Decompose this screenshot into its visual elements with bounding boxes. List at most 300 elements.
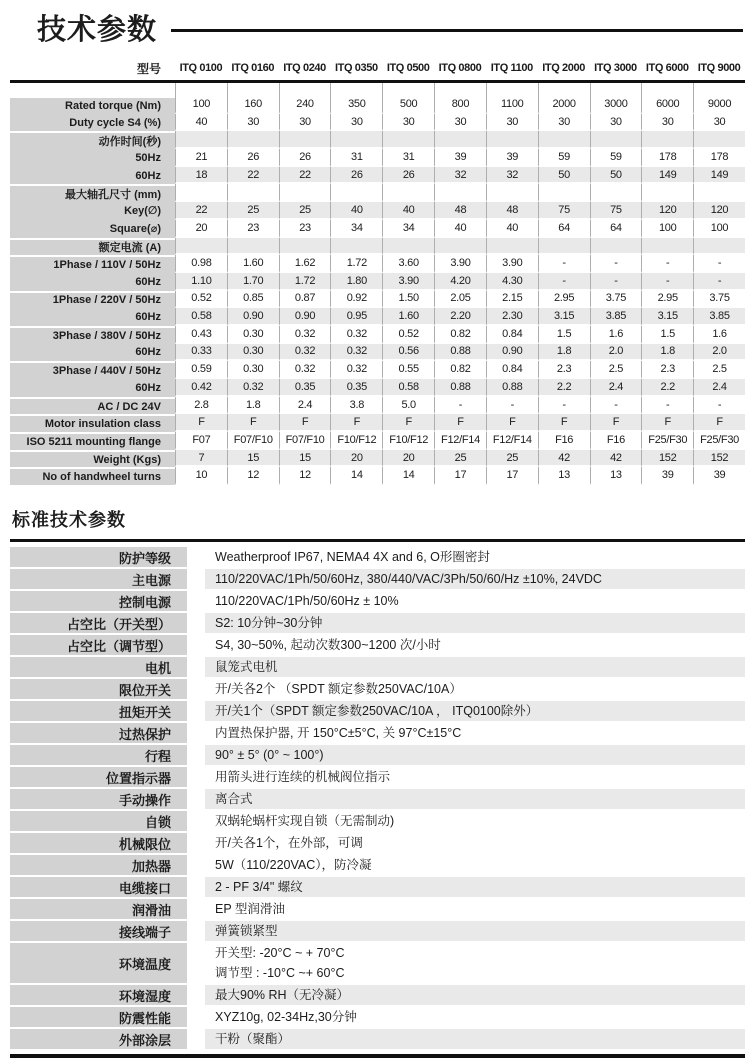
spec-row-label: 额定电流 (A)	[10, 238, 175, 256]
spec-cell: 1.8	[641, 344, 693, 362]
std-row-value	[205, 877, 745, 899]
spec-row	[10, 273, 745, 291]
spec-cell: 34	[330, 220, 382, 238]
spec-cell: 40	[486, 220, 538, 238]
spec-cell: -	[538, 273, 590, 291]
spec-cell	[590, 184, 642, 202]
spec-cell: F	[538, 414, 590, 432]
std-row-value-line: 110/220VAC/1Ph/50/60Hz ± 10%	[215, 594, 399, 609]
std-row-label: 电缆接口	[10, 877, 187, 899]
spec-row-label: 1Phase / 220V / 50Hz	[10, 291, 175, 309]
spec-cell: 2.8	[175, 397, 227, 415]
spec-row	[10, 238, 745, 256]
spec-cell: 0.84	[486, 361, 538, 379]
spec-cell: 7	[175, 450, 227, 468]
spec-cell: 15	[227, 450, 279, 468]
spec-cell: 3.90	[486, 255, 538, 273]
spec-cell: 1.62	[279, 255, 331, 273]
std-row-value	[205, 745, 745, 767]
std-row	[10, 789, 745, 811]
spec-cell: 2.4	[693, 379, 745, 397]
spec-cell: 40	[382, 202, 434, 220]
spec-row-label: 1Phase / 110V / 50Hz	[10, 255, 175, 273]
spec-cell: -	[590, 397, 642, 415]
std-row-value	[205, 701, 745, 723]
spec-row-label: 50Hz	[10, 149, 175, 167]
std-row	[10, 569, 745, 591]
spec-cell: F07/F10	[227, 432, 279, 450]
spec-cell	[227, 238, 279, 256]
spec-cell: 22	[175, 202, 227, 220]
std-row-label: 环境湿度	[10, 985, 187, 1007]
model-header-cell: ITQ 6000	[645, 62, 689, 74]
model-header-cell: ITQ 3000	[594, 62, 637, 74]
spec-cell: 59	[538, 149, 590, 167]
std-row-value-line: S2: 10分钟~30分钟	[215, 616, 323, 631]
spec-cell: 3.85	[693, 308, 745, 326]
spec-row-label: 60Hz	[10, 344, 175, 362]
std-row-label: 润滑油	[10, 899, 187, 921]
spec-cell: F16	[538, 432, 590, 450]
model-header-cell: ITQ 0800	[438, 62, 482, 74]
std-row-value-line: 开关型: -20°C ~ + 70°C	[215, 946, 345, 961]
spec-cell	[279, 238, 331, 256]
spec-spacer-cell	[641, 83, 693, 96]
spec-cell: 42	[590, 450, 642, 468]
spec-cell: 152	[693, 450, 745, 468]
spec-row	[10, 202, 745, 220]
spec-cell: 50	[590, 167, 642, 185]
std-row	[10, 657, 745, 679]
spec-cell: -	[693, 397, 745, 415]
spec-cell: 0.88	[434, 344, 486, 362]
spec-cell: 0.35	[279, 379, 331, 397]
spec-row-label: Rated torque (Nm)	[10, 96, 175, 114]
spec-cell: 30	[227, 114, 279, 132]
spec-cell: 0.30	[227, 326, 279, 344]
model-header-cell: ITQ 2000	[542, 62, 585, 74]
spec-cell: 12	[227, 467, 279, 485]
std-row-label: 防震性能	[10, 1007, 187, 1029]
spec-cell: F	[486, 414, 538, 432]
spec-cell: 100	[641, 220, 693, 238]
section2-header	[10, 506, 745, 542]
spec-cell: 3.75	[693, 291, 745, 309]
spec-row	[10, 131, 745, 149]
spec-cell: 1.8	[227, 397, 279, 415]
spec-cell: 1.8	[538, 344, 590, 362]
spec-cell: F	[330, 414, 382, 432]
spec-cell: 30	[434, 114, 486, 132]
spec-row-label: 动作时间(秒)	[10, 131, 175, 149]
spec-row	[10, 255, 745, 273]
spec-cell: 1.60	[227, 255, 279, 273]
spec-cell: 0.95	[330, 308, 382, 326]
std-row-label: 主电源	[10, 569, 187, 591]
spec-cell	[641, 184, 693, 202]
spec-cell: 2000	[538, 96, 590, 114]
std-row-value-line: 开/关各2个 （SPDT 额定参数250VAC/10A）	[215, 682, 462, 697]
spec-cell: 2.4	[590, 379, 642, 397]
std-row	[10, 723, 745, 745]
spec-cell: 30	[279, 114, 331, 132]
std-row-label: 自锁	[10, 811, 187, 833]
spec-cell	[538, 131, 590, 149]
section2-rule	[10, 539, 745, 542]
spec-cell: 6000	[641, 96, 693, 114]
spec-cell: F07/F10	[279, 432, 331, 450]
spec-cell: F12/F14	[486, 432, 538, 450]
model-header-cell: ITQ 0350	[335, 62, 378, 74]
spec-row-label: 60Hz	[10, 308, 175, 326]
std-row-value-line: 开/关1个（SPDT 额定参数250VAC/10A ， ITQ0100除外）	[215, 704, 539, 719]
spec-spacer-row	[10, 83, 745, 96]
std-table	[10, 547, 745, 1051]
spec-cell: 2.0	[693, 344, 745, 362]
spec-cell: 21	[175, 149, 227, 167]
spec-cell	[279, 131, 331, 149]
spec-cell: 4.20	[434, 273, 486, 291]
spec-cell: -	[641, 255, 693, 273]
spec-row	[10, 361, 745, 379]
spec-row	[10, 114, 745, 132]
spec-cell: 14	[382, 467, 434, 485]
std-row-value	[205, 943, 745, 985]
spec-cell: 1.5	[538, 326, 590, 344]
spec-row-label: 60Hz	[10, 167, 175, 185]
spec-spacer-cell	[227, 83, 279, 96]
std-row	[10, 877, 745, 899]
spec-cell: 3000	[590, 96, 642, 114]
spec-row-label: No of handwheel turns	[10, 467, 175, 485]
std-row-value-line: 110/220VAC/1Ph/50/60Hz, 380/440/VAC/3Ph/50/60/Hz ±10%, 24VDC	[215, 572, 602, 587]
std-row	[10, 745, 745, 767]
spec-cell: 15	[279, 450, 331, 468]
spec-spacer-cell	[330, 83, 382, 96]
std-row-value-line: S4, 30~50%, 起动次数300~1200 次/小时	[215, 638, 441, 653]
spec-cell: -	[641, 273, 693, 291]
spec-cell: F	[434, 414, 486, 432]
spec-cell	[641, 238, 693, 256]
spec-cell: 25	[486, 450, 538, 468]
spec-cell: 40	[175, 114, 227, 132]
spec-row	[10, 149, 745, 167]
std-row-value-line: 最大90% RH（无冷凝）	[215, 988, 350, 1003]
spec-cell	[330, 131, 382, 149]
std-row-label: 控制电源	[10, 591, 187, 613]
spec-cell: 40	[330, 202, 382, 220]
spec-row-label: 3Phase / 440V / 50Hz	[10, 361, 175, 379]
std-row-label: 电机	[10, 657, 187, 679]
page-title: 技术参数	[37, 14, 158, 46]
std-row-value	[205, 767, 745, 789]
std-row-value-line: 2 - PF 3/4" 螺纹	[215, 880, 303, 895]
std-row-value	[205, 833, 745, 855]
spec-cell: 0.90	[486, 344, 538, 362]
spec-cell: 2.20	[434, 308, 486, 326]
spec-row	[10, 379, 745, 397]
std-row	[10, 833, 745, 855]
spec-cell: 0.52	[382, 326, 434, 344]
spec-cell: 10	[175, 467, 227, 485]
spec-cell: 0.58	[175, 308, 227, 326]
std-row-value	[205, 679, 745, 701]
spec-cell: 0.43	[175, 326, 227, 344]
spec-cell: 0.30	[227, 344, 279, 362]
spec-row	[10, 184, 745, 202]
title-rule	[171, 29, 743, 32]
spec-row	[10, 467, 745, 485]
spec-cell: 0.58	[382, 379, 434, 397]
model-header-cell: ITQ 0100	[179, 62, 223, 74]
std-row-value-line: 鼠笼式电机	[215, 660, 278, 675]
std-row-label: 行程	[10, 745, 187, 767]
std-row-value-line: 弹簧锁紧型	[215, 924, 278, 939]
std-row-value-line: 内置热保护器, 开 150°C±5°C, 关 97°C±15°C	[215, 726, 462, 741]
spec-spacer-cell	[486, 83, 538, 96]
spec-cell: 64	[590, 220, 642, 238]
spec-cell: 0.82	[434, 361, 486, 379]
spec-row	[10, 220, 745, 238]
spec-cell: 2.5	[693, 361, 745, 379]
std-row-value	[205, 921, 745, 943]
spec-cell: 40	[434, 220, 486, 238]
std-row-label: 手动操作	[10, 789, 187, 811]
spec-cell: 42	[538, 450, 590, 468]
spec-cell: 3.60	[382, 255, 434, 273]
spec-cell: 2.0	[590, 344, 642, 362]
model-header-cell: ITQ 0240	[283, 62, 326, 74]
spec-cell: 22	[227, 167, 279, 185]
std-row	[10, 613, 745, 635]
spec-cell	[486, 131, 538, 149]
spec-cell: 30	[590, 114, 642, 132]
spec-cell	[227, 184, 279, 202]
spec-cell: 13	[590, 467, 642, 485]
spec-cell: 39	[693, 467, 745, 485]
spec-row	[10, 414, 745, 432]
spec-cell: 25	[434, 450, 486, 468]
spec-cell: -	[538, 397, 590, 415]
std-row	[10, 985, 745, 1007]
std-row-value	[205, 811, 745, 833]
std-row-value	[205, 723, 745, 745]
spec-cell: F10/F12	[382, 432, 434, 450]
spec-cell: 30	[382, 114, 434, 132]
spec-sheet-page	[0, 13, 750, 1058]
spec-cell: 75	[538, 202, 590, 220]
spec-cell: 26	[382, 167, 434, 185]
spec-cell: 178	[693, 149, 745, 167]
spec-cell: 0.55	[382, 361, 434, 379]
spec-cell: F10/F12	[330, 432, 382, 450]
spec-cell: 0.85	[227, 291, 279, 309]
spec-cell	[279, 184, 331, 202]
spec-cell: 3.15	[538, 308, 590, 326]
std-row-value-line: 开/关各1个，在外部，可调	[215, 836, 363, 851]
spec-cell: 32	[486, 167, 538, 185]
spec-cell: 32	[434, 167, 486, 185]
spec-cell: 120	[693, 202, 745, 220]
spec-spacer-cell	[538, 83, 590, 96]
spec-row	[10, 308, 745, 326]
spec-cell: 100	[693, 220, 745, 238]
spec-cell: -	[641, 397, 693, 415]
spec-row	[10, 450, 745, 468]
model-header-cell: ITQ 9000	[697, 62, 741, 74]
std-row-label: 外部涂层	[10, 1029, 187, 1051]
spec-spacer-cell	[279, 83, 331, 96]
spec-cell	[486, 238, 538, 256]
spec-cell: 0.59	[175, 361, 227, 379]
std-row-value-line: Weatherproof IP67, NEMA4 4X and 6, O形圈密封	[215, 550, 490, 565]
spec-cell: 149	[641, 167, 693, 185]
spec-cell: 64	[538, 220, 590, 238]
spec-cell	[382, 184, 434, 202]
spec-row-label: 60Hz	[10, 273, 175, 291]
spec-cell: 178	[641, 149, 693, 167]
spec-cell: -	[693, 273, 745, 291]
spec-cell: F12/F14	[434, 432, 486, 450]
std-row-value	[205, 1007, 745, 1029]
std-row	[10, 547, 745, 569]
std-row	[10, 591, 745, 613]
spec-cell: 59	[590, 149, 642, 167]
std-row	[10, 767, 745, 789]
section2-title: 标准技术参数	[12, 510, 126, 531]
spec-cell: F	[227, 414, 279, 432]
spec-cell	[227, 131, 279, 149]
spec-cell: 500	[382, 96, 434, 114]
spec-cell: 1.10	[175, 273, 227, 291]
spec-row-label: 3Phase / 380V / 50Hz	[10, 326, 175, 344]
spec-cell: 0.98	[175, 255, 227, 273]
std-row	[10, 811, 745, 833]
spec-cell: 20	[382, 450, 434, 468]
spec-row	[10, 291, 745, 309]
spec-cell: 1.70	[227, 273, 279, 291]
spec-spacer-cell	[693, 83, 745, 96]
spec-cell: 3.90	[434, 255, 486, 273]
spec-cell: 0.82	[434, 326, 486, 344]
spec-cell: -	[590, 273, 642, 291]
spec-cell: 18	[175, 167, 227, 185]
spec-cell: 1.60	[382, 308, 434, 326]
model-header-cell: ITQ 0500	[386, 62, 430, 74]
spec-cell	[175, 131, 227, 149]
spec-cell: 2.5	[590, 361, 642, 379]
std-row-label: 占空比（开关型）	[10, 613, 187, 635]
spec-cell: F16	[590, 432, 642, 450]
spec-row-label: Square(⌀)	[10, 220, 175, 238]
std-row-value-line: 离合式	[215, 792, 253, 807]
spec-cell: -	[693, 255, 745, 273]
spec-cell: 0.52	[175, 291, 227, 309]
spec-cell	[641, 131, 693, 149]
spec-cell: 2.2	[538, 379, 590, 397]
spec-cell: 0.87	[279, 291, 331, 309]
std-row-value	[205, 789, 745, 811]
spec-cell: 0.32	[227, 379, 279, 397]
spec-cell: 2.3	[641, 361, 693, 379]
spec-cell: 3.8	[330, 397, 382, 415]
std-row	[10, 701, 745, 723]
spec-cell: 1.50	[382, 291, 434, 309]
spec-row	[10, 397, 745, 415]
std-row-value	[205, 899, 745, 921]
spec-cell: 1.72	[330, 255, 382, 273]
spec-cell: 5.0	[382, 397, 434, 415]
model-header-cell: ITQ 1100	[490, 62, 533, 74]
std-row-value	[205, 985, 745, 1007]
spec-cell: -	[538, 255, 590, 273]
spec-cell: 149	[693, 167, 745, 185]
spec-cell: 0.88	[434, 379, 486, 397]
spec-cell: 30	[486, 114, 538, 132]
spec-cell: 23	[279, 220, 331, 238]
spec-cell: F	[279, 414, 331, 432]
spec-cell: 2.95	[538, 291, 590, 309]
spec-cell	[693, 131, 745, 149]
spec-row	[10, 432, 745, 450]
spec-cell: 0.32	[279, 361, 331, 379]
spec-row-label: 60Hz	[10, 379, 175, 397]
std-row-label: 防护等级	[10, 547, 187, 569]
std-row-value-line: 90° ± 5° (0° ~ 100°)	[215, 748, 324, 763]
spec-cell	[434, 184, 486, 202]
spec-cell: 0.35	[330, 379, 382, 397]
spec-cell: 30	[538, 114, 590, 132]
spec-row	[10, 344, 745, 362]
spec-cell: 75	[590, 202, 642, 220]
spec-cell: 2.2	[641, 379, 693, 397]
spec-cell: 0.42	[175, 379, 227, 397]
spec-cell: 3.75	[590, 291, 642, 309]
section1-header	[37, 13, 745, 47]
spec-cell: 0.92	[330, 291, 382, 309]
spec-cell: 0.30	[227, 361, 279, 379]
std-row	[10, 855, 745, 877]
spec-spacer-cell	[175, 83, 227, 96]
spec-cell: -	[590, 255, 642, 273]
spec-cell: 0.32	[330, 326, 382, 344]
spec-cell: 1.72	[279, 273, 331, 291]
spec-spacer-cell	[434, 83, 486, 96]
spec-cell: 0.88	[486, 379, 538, 397]
spec-cell: 30	[641, 114, 693, 132]
spec-cell	[434, 238, 486, 256]
models-header-row	[10, 56, 745, 80]
spec-cell: 25	[227, 202, 279, 220]
spec-cell: F25/F30	[693, 432, 745, 450]
spec-cell: -	[486, 397, 538, 415]
spec-cell: 23	[227, 220, 279, 238]
spec-cell: 1100	[486, 96, 538, 114]
std-row-label: 加热器	[10, 855, 187, 877]
spec-cell: 48	[434, 202, 486, 220]
spec-cell: F07	[175, 432, 227, 450]
std-row-value	[205, 547, 745, 569]
spec-row	[10, 96, 745, 114]
spec-cell: 4.30	[486, 273, 538, 291]
spec-cell: 34	[382, 220, 434, 238]
spec-cell	[486, 184, 538, 202]
spec-cell: 17	[434, 467, 486, 485]
std-row-value	[205, 591, 745, 613]
std-row	[10, 899, 745, 921]
spec-cell: 39	[434, 149, 486, 167]
spec-cell: 30	[330, 114, 382, 132]
